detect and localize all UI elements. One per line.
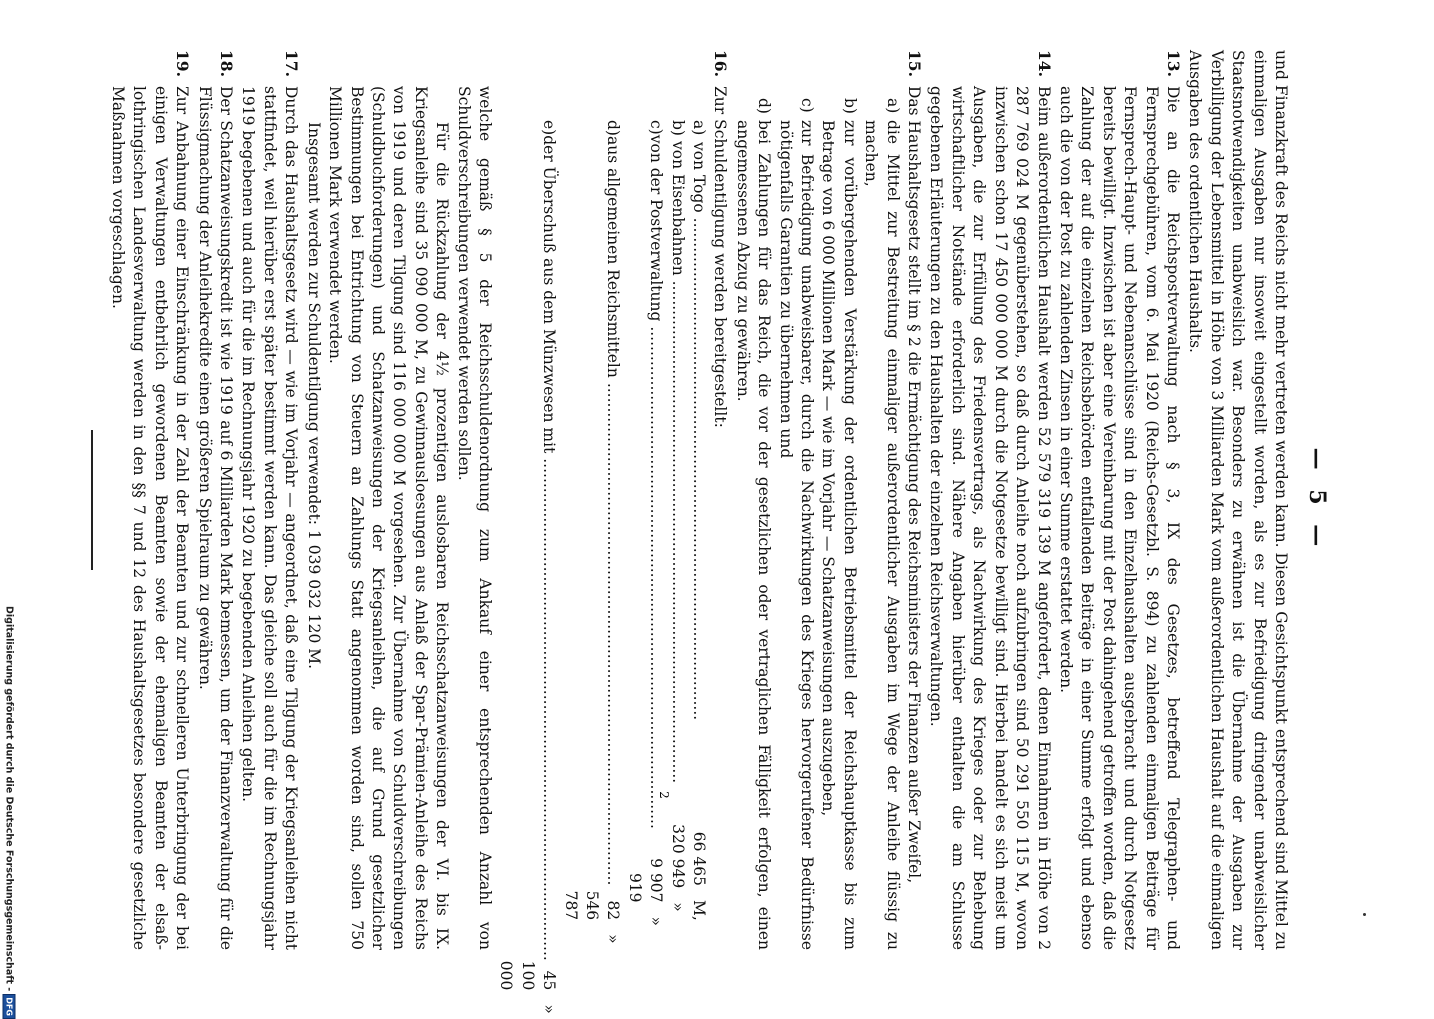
paragraph-14 (925, 50, 1054, 950)
item-text: bei Zahlungen für das Reich, die vor der gesetzlichen oder vertraglichen Fälligkeit erfolgen, einen angemessenen Abzug zu gewähren. (733, 120, 774, 950)
debt-item-row (559, 50, 623, 950)
item-letter: c) (798, 98, 817, 113)
paragraph-number: 16. (711, 50, 731, 77)
paragraph-number: 13. (1163, 50, 1183, 77)
item-letter: b) (668, 120, 687, 136)
item-unit: » (540, 1004, 559, 1014)
item-amount: 82 546 787 (561, 890, 623, 921)
sheet-number: 2 (657, 791, 671, 799)
paragraph-19 (107, 50, 194, 950)
item-letter: e) (540, 120, 559, 136)
item-amount: 45 100 000 (497, 960, 559, 991)
item-text: die Mittel zur Bestreitung einmaliger außerordentlicher Ausgaben im Wege der Anleihe flüssig zu machen, (862, 120, 902, 950)
paragraph-text: Beim außerordentlichen Haushalt werden 52 579 319 139 M angefordert, denen Einnahmen in Höhe von 2 287 769 024 M gegenüberstehen, so daß durch Anleihe noch aufzubringen sind 50 291 550 115 M, wovon inzwischen schon 17 450 000 000 M durch die Notgesetze bewilligt sind. Hierbei handelt es sich meist um Ausgaben, die zur Erfüllung des Friedensvertrags, als Nachwirkung des Krieges oder zur Behebung wirtschaftlicher Notstände erforderlich sind. Nähere Angaben hierüber enthalten die am Schlusse gegebenen Erläuterungen zu den Haushalten der einzelnen Reichsverwaltungen. (927, 86, 1053, 950)
item-text: zur vorübergehenden Verstärkung der ordentlichen Betriebsmittel der Reichshauptkasse bis zum Betrage von 6 000 Millionen Mark — wie im Vorjahr — Schatzanweisungen auszugeben, (819, 120, 859, 950)
paragraph-number: 18. (217, 50, 237, 77)
debt-item-row (623, 50, 666, 950)
item-amount: 66 465 (690, 831, 709, 886)
item-letter: c) (647, 120, 666, 135)
paragraph-text: Zur Schuldentilgung werden bereitgestellt: (711, 86, 730, 428)
paragraph-text: Zur Anbahnung einer Einschränkung in der Zahl der Beamten und zur schnelleren Unterbringung der bei einigen Verwaltungen entbehrlich gewordenen Beamten sowie der ehemaligen Beamten der elsaß-lothringischen Landesverwaltung werden in den §§ 7 und 12 des Haushaltsgesetzes besondere gesetzliche Maßnahmen vorgeschlagen. (109, 86, 192, 950)
paragraph-18 (193, 50, 237, 950)
paragraph-text: Die an die Reichspostverwaltung nach § 3, IX des Gesetzes, betreffend Telegraphen- und Fernsprechgebühren, vom 6. Mai 1920 (Reichs-Gesetzbl. S. 894) zu zahlenden einmaligen Beiträge für Fernsprech-Haupt- und Nebenanschlüsse sind in den Einzelhaushalten ausgebracht und durch Notgesetz bereits bewilligt. Inzwischen ist aber eine Vereinbarung mit der Post dahingehend getroffen worden, daß die Zahlung der auf die einzelnen Reichsbehörden entfallenden Beiträge in einer Summe erfolgt und ebenso auch die von der Post zu zahlenden Zinsen in einer Summe erstattet werden. (1056, 86, 1182, 950)
paragraph-number: 14. (1034, 50, 1054, 77)
closing-rule (91, 430, 93, 570)
speck-mark (1363, 913, 1366, 916)
item-amount: 320 949 (668, 824, 687, 889)
paragraph-15-b (817, 50, 860, 950)
item-unit: » (647, 916, 666, 927)
paragraph-16 (709, 50, 731, 950)
debt-item-row (688, 50, 709, 950)
footer-text: Digitalisierung gefördert durch die Deutsche Forschungsgemeinschaft - (3, 606, 15, 992)
item-label: von Togo ..... (688, 142, 709, 776)
paragraph-15-c (774, 50, 817, 950)
debt-item-row (666, 50, 687, 950)
item-letter: b) (840, 98, 859, 114)
item-amount: 9 907 919 (625, 858, 666, 903)
item-letter: d) (755, 98, 774, 114)
paragraph-16-after: welche gemäß § 5 der Reichsschuldenordnung zum Ankauf einer entsprechenden Anzahl von Schuldverschreibungen verwendet werden sollen. (454, 86, 494, 950)
item-letter: d) (604, 120, 623, 136)
item-label: von Eisenbahnen ..... (666, 141, 687, 783)
dfg-logo-icon: DFG (3, 994, 16, 1019)
paragraph-15-d (731, 50, 774, 950)
paragraph-16-total: Insgesamt werden zur Schuldentilgung verwendet: 1 039 032 120 M. (304, 122, 323, 670)
paragraph-number: 15. (905, 50, 925, 77)
paragraph-15-a (860, 50, 903, 950)
paragraph-text: Das Haushaltsgesetz stellt im § 2 die Ermächtigung des Reichsministers der Finanzen außer Zweifel, (905, 86, 924, 884)
paragraph-continuation: und Finanzkraft des Reichs nicht mehr vertreten werden kann. Diesen Gesichtspunkt entsprechend sind Mittel zu einmaligen Ausgaben nur insoweit eingestellt worden, als es zur Befriedigung dringender unabweislicher Staatsnotwendigkeiten unabweislich war. Besonders zu erwähnen ist die Übernahme der Ausgaben zur Verbilligung der Lebensmittel in Höhe von 3 Milliarden Mark vom außerordentlichen Haushalt auf die einmaligen Ausgaben des ordentlichen Haushalts. (1186, 50, 1290, 950)
paragraph-16-second: Für die Rückzahlung der 4½ prozentigen auslosbaren Reichsschatzanweisungen der VI. bis IX. Kriegsanleihe sind 35 090 000 M, zu Gewinnausloesungen aus Anlaß der Spar-Prämien-Anleihe des Reichs von 1919 und deren Tilgung sind 116 000 000 M vorgesehen. Zur Übernahme von Schuldverschreibungen (Schuldbuchforderungen) und Schatzanweisungen der Kriegsanleihen, die auf Grund gesetzlicher Bestimmungen bei Entrichtung von Steuern an Zahlungs Statt angenommen worden sind, sollen 750 Millionen Mark verwendet werden. (326, 86, 452, 950)
item-label: der Überschuß aus dem Münzwesen mit ..... (495, 135, 559, 961)
item-text: zur Befriedigung unabweisbarer, durch die Nachwirkungen des Krieges hervorgerufener Bedürfnisse nötigenfalls Garantien zu übernehmen und (776, 120, 817, 950)
paragraph-15 (903, 50, 925, 950)
item-unit: M, (690, 900, 709, 921)
paragraph-17 (237, 50, 302, 950)
rotated-text-block (109, 50, 1335, 1014)
item-unit: » (604, 934, 623, 944)
paragraph-number: 17. (282, 50, 302, 77)
paragraph-text: Durch das Haushaltsgesetz wird — wie im Vorjahr — angeordnet, daß eine Tilgung der Kriegsanleihen nicht stattfindet, weil hierüber erst später bestimmt werden kann. Das gleiche soll auch für die im Rechnungsjahr 1919 begebenen und auch für die im Rechnungsjahr 1920 zu begebenden Anleihen gelten. (239, 86, 301, 950)
paragraph-number: 19. (173, 50, 193, 77)
digitization-footer (2, 606, 16, 1016)
item-letter: a) (690, 120, 709, 136)
page-number: — 5 — (1304, 447, 1330, 553)
item-letter: a) (883, 98, 902, 114)
paragraph-text: Der Schatzanweisungskredit ist wie 1919 auf 6 Milliarden Mark bemessen, um der Finanzverwaltung für die Flüssigmachung der Anleihekredite einen größeren Spielraum zu gewähren. (195, 86, 236, 950)
item-label: von der Postverwaltung ..... (623, 135, 666, 829)
item-unit: » (668, 902, 687, 912)
debt-item-row (495, 50, 559, 1014)
item-label: aus allgemeinen Reichsmitteln ..... (559, 136, 623, 885)
paragraph-13 (1055, 50, 1184, 950)
